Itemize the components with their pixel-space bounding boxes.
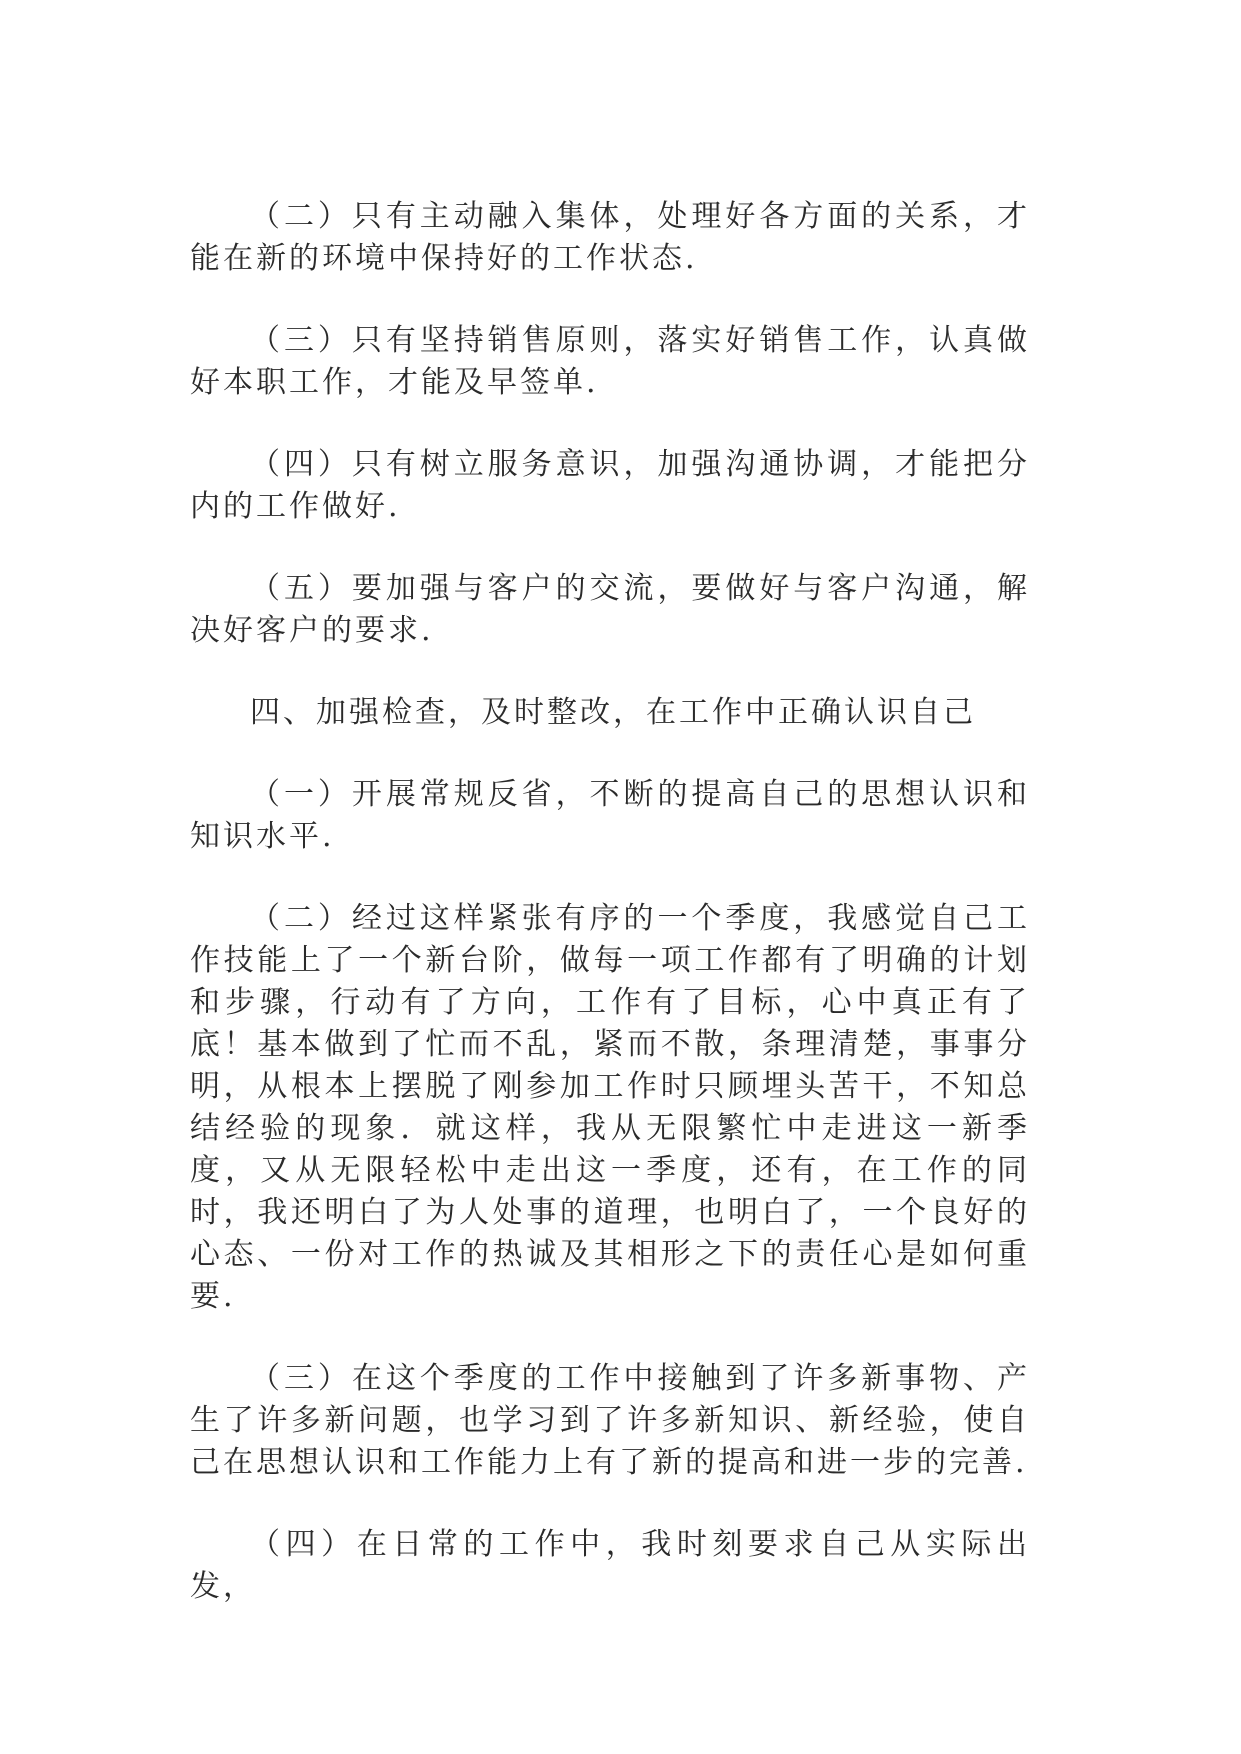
paragraph-5-customer-communication: （五）要加强与客户的交流，要做好与客户沟通，解决好客户的要求. [190, 571, 1030, 648]
paragraph-3-sales-principles: （三）只有坚持销售原则，落实好销售工作，认真做好本职工作，才能及早签单. [190, 323, 1030, 400]
paragraph-2-relationships: （二）只有主动融入集体，处理好各方面的关系，才能在新的环境中保持好的工作状态. [190, 199, 1030, 276]
paragraph-1-self-reflection: （一）开展常规反省，不断的提高自己的思想认识和知识水平. [190, 777, 1030, 854]
paragraph-2-quarter-summary: （二）经过这样紧张有序的一个季度，我感觉自己工作技能上了一个新台阶，做每一项工作都有了明确的计划和步骤，行动有了方向，工作有了目标，心中真正有了底！基本做到了忙而不乱，紧而不散，条理清楚，事事分明，从根本上摆脱了刚参加工作时只顾埋头苦干，不知总结经验的现象．就这样，我从无限繁忙中走进这一新季度，又从无限轻松中走出这一季度，还有，在工作的同时，我还明白了为人处事的道理，也明白了，一个良好的心态、一份对工作的热诚及其相形之下的责任心是如何重要. [190, 901, 1030, 1314]
document-body [190, 196, 1030, 1608]
section-heading-4: 四、加强检查，及时整改，在工作中正确认识自己 [250, 695, 976, 730]
paragraph-4-service-awareness: （四）只有树立服务意识，加强沟通协调，才能把分内的工作做好. [190, 447, 1030, 524]
paragraph-3-new-knowledge: （三）在这个季度的工作中接触到了许多新事物、产生了许多新问题，也学习到了许多新知识、新经验，使自己在思想认识和工作能力上有了新的提高和进一步的完善. [190, 1361, 1030, 1480]
paragraph-4-daily-work: （四）在日常的工作中，我时刻要求自己从实际出发， [190, 1527, 1030, 1604]
